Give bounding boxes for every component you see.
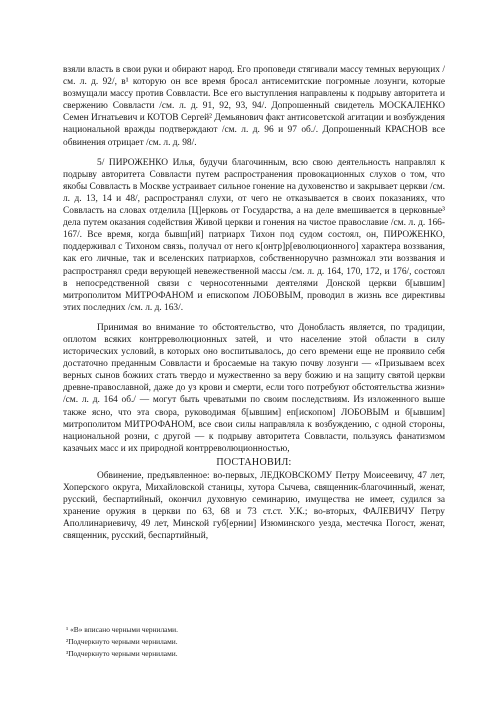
footnote-1: ¹ «В» вписано черными чернилами. <box>66 625 178 634</box>
footnote-2: ²Подчеркнуто черными чернилами. <box>66 637 178 646</box>
footnotes <box>63 624 445 660</box>
resolution-paragraph: Обвинение, предъявленное: во-первых, ЛЕДКОВСКОМУ Петру Моисеевичу, 47 лет, Хоперского округа, Михайловской станицы, хутора Сычева, священник-благочинный, женат, русский, беспартийный, окончил духовную семинарию, имущества не имеет, судился за хранение оружия в церкви по 63, 68 и 73 ст.ст. У.К.; во-вторых, ФАЛЕВИЧУ Петру Аполлинариевичу, 49 лет, Минской губ[ернии] Изюминского уезда, местечка Погост, женат, священник, русский, беспартийный, <box>63 470 445 542</box>
paragraph-2: 5/ ПИРОЖЕНКО Илья, будучи благочинным, всю свою деятельность направлял к подрыву авторитета Соввласти путем распространения провокационных слухов о том, что якобы Соввласть в Москве устраивает сильное гонение на духовенство и закрывает церкви /см. л. д. 13, 14 и 48/, распространял слухи, от чего не отказывается в своих показаниях, что Соввласть на словах отделила [Ц]ерковь от Государства, а на деле вмешивается в церковные³ дела путем оказания содействия Живой церкви и гонения на чистое православие /см. л. д. 166-167/. Все время, когда бывш[ий] патриарх Тихон под судом состоял, он, ПИРОЖЕНКО, поддерживал с Тихоном связь, получал от него к[онтр]р[еволюционного] характера воззвания, как его личные, так и вселенских патриархов, собственноручно размножал эти воззвания и распространял среди верующей невежественной массы /см. л. д. 164, 170, 172, и 176/, состоял в непосредственной связи с черносотенными деятелями Донской церкви б[ывшим] митрополитом МИТРОФАНОМ и епископом ЛОБОВЫМ, проводил в жизнь все директивы этих последних /см. л. д. 163/. <box>63 157 446 313</box>
section-heading: ПОСТАНОВИЛ: <box>216 456 292 468</box>
document-body <box>63 64 445 542</box>
footnote-3: ³Подчеркнуто черными чернилами. <box>66 649 178 658</box>
paragraph-1: взяли власть в свои руки и обирают народ. Его проповеди стягивали массу темных верующих /см. л. д. 92/, в¹ которую он все время бросал антисемитские погромные лозунги, которые возмущали массу против Соввласти. Все его выступления направлены к подрыву авторитета и свержению Соввласти /см. л. д. 91, 92, 93, 94/. Допрошенный свидетель МОСКАЛЕНКО Семен Игнатьевич и КОТОВ Сергей² Демьянович факт антисоветской агитации и возбуждения национальной вражды подтверждают /см. л. д. 96 и 97 об./. Допрошенный КРАСНОВ все обвинения отрицает /см. л. д. 98/. <box>63 65 445 148</box>
paragraph-3: Принимая во внимание то обстоятельство, что Донобласть является, по традиции, оплотом всяких контрреволюционных затей, и что население этой области в силу исторических условий, в которых оно воспитывалось, до сего времени еще не проявило себя достаточно преданным Соввласти и бросаемые на такую почву лозунги — «Призываем всех верных сынов божиих стать твердо и мужественно за веру божию и на защиту святой церкви древне-православной, даже до уз крови и смерти, если того потребуют обстоятельства жизни» /см. л. д. 164 об./ — могут быть чреватыми по своим последствиям. Из изложенного выше также ясно, что эта свора, руководимая б[ывшим] еп[ископом] ЛОБОВЫМ и б[ывшим] митрополитом МИТРОФАНОМ, все свои силы направляла к возбуждению, с одной стороны, национальной розни, с другой — к подрыву авторитета Соввласти, пользуясь фанатизмом казачьих масс и их природной контрреволюционностью, <box>63 322 445 454</box>
